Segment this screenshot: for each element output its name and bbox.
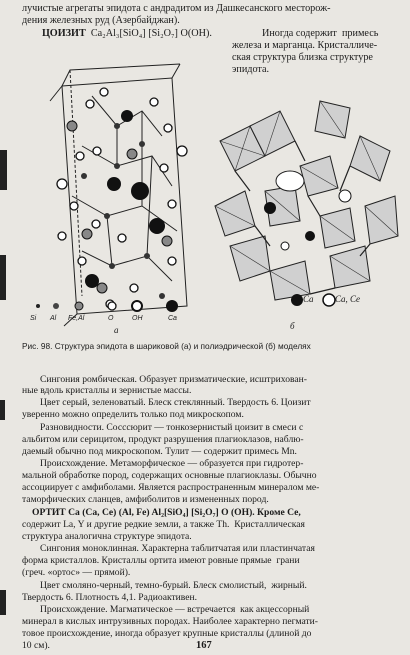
text-line: уверенно можно определить только под микроскопом. bbox=[22, 409, 244, 420]
legend-oh: OH bbox=[132, 315, 143, 322]
legend-ca-ce: Ca, Ce bbox=[335, 294, 361, 304]
mineral-formula: Ca₂Al₃[SiO₄] [Si₂O₇] O(OH). bbox=[90, 28, 212, 39]
text-line: минерал в кислых интрузивных породах. Наиболее характерно пегмати- bbox=[22, 616, 318, 627]
figure-caption: Рис. 98. Структура эпидота в шариковой (а) и полиэдрической (б) моделях bbox=[22, 341, 311, 351]
al-symbol bbox=[53, 303, 59, 309]
legend-al: Al bbox=[50, 315, 57, 322]
binding-shadow bbox=[0, 255, 6, 300]
text-line: эпидота. bbox=[232, 64, 270, 75]
panel-label-a: а bbox=[114, 325, 119, 335]
mineral-heading-ortit: ОРТИТ Ca (Ca, Ce) (Al, Fe) Al₂[SiO₄] [Si₂O₇] O (OH). Кроме Ce, bbox=[32, 507, 301, 518]
legend-ca: Ca bbox=[168, 315, 177, 322]
legend-fe-al: Fe,Al bbox=[68, 315, 85, 322]
legend-o: O bbox=[108, 315, 114, 322]
ca-symbol bbox=[166, 300, 178, 312]
text-line: Сингония моноклинная. Характерна таблитчатая или пластинчатая bbox=[40, 543, 315, 554]
polyhedral-model-figure bbox=[210, 96, 400, 301]
text-line: дения железных руд (Азербайджан). bbox=[22, 15, 180, 26]
text-line: Разновидности. Сосссюрит — тонкозернистый цоизит в смеси с bbox=[40, 422, 304, 433]
ball-legend-symbols bbox=[32, 300, 202, 312]
oh-symbol bbox=[132, 301, 142, 311]
binding-shadow bbox=[0, 590, 6, 615]
text-line: Происхождение. Магматическое — встречается как акцессорный bbox=[40, 604, 310, 615]
text-line: содержит La, Y и другие редкие земли, а также Th. Кристаллическая bbox=[22, 519, 305, 530]
text-line: Цвет смоляно-черный, темно-бурый. Блеск смолистый, жирный. bbox=[40, 580, 307, 591]
legend-si: Si bbox=[30, 315, 37, 322]
text-line: структура аналогична структуре эпидота. bbox=[22, 531, 192, 542]
si-symbol bbox=[36, 304, 40, 308]
o-symbol bbox=[108, 302, 116, 310]
text-line: альбитом или серицитом, продукт разрушения плагиоклазов, наблю- bbox=[22, 434, 304, 445]
binding-shadow bbox=[0, 150, 7, 190]
text-line: ассоциирует с амфиболами. Является распространенным минералом ме- bbox=[22, 482, 320, 493]
text-line: ные вдоль кристаллы и зернистые массы. bbox=[22, 385, 192, 396]
text-line: Цвет серый, зеленоватый. Блеск стеклянный. Твердость 6. Цоизит bbox=[40, 397, 311, 408]
text-line: Сингония ромбическая. Образует призматические, исштрихован- bbox=[40, 374, 308, 385]
mineral-heading bbox=[42, 28, 212, 40]
binding-shadow bbox=[0, 400, 5, 420]
text-line: мальной обработке пород, содержащих основные плагиоклазы. Обычно bbox=[22, 470, 317, 481]
page-number: 167 bbox=[196, 640, 212, 651]
text-line: Происхождение. Метаморфическое — образуется при гидротер- bbox=[40, 458, 304, 469]
text-line: Иногда содержит примесь bbox=[262, 28, 379, 39]
text-line: Твердость 6. Плотность 4,1. Радиоактивен. bbox=[22, 592, 198, 603]
text-line: таморфических сланцев, амфиболитов и измененных пород. bbox=[22, 494, 269, 505]
text-line: даемый обычно под микроскопом. Тулит — содержит примесь Mn. bbox=[22, 446, 297, 457]
fe-al-symbol bbox=[75, 302, 83, 310]
text-line: 10 см). bbox=[22, 640, 50, 651]
text-line: форма кристаллов. Кристаллы ортита имеют ровные прямые грани bbox=[22, 555, 300, 566]
text-line: железа и марганца. Кристалличе- bbox=[232, 40, 378, 51]
text-line: (греч. «ортос» — прямой). bbox=[22, 567, 131, 578]
mineral-name: ЦОИЗИТ bbox=[42, 28, 86, 39]
legend-ca: Ca bbox=[303, 294, 314, 304]
text-line: лучистые агрегаты эпидота с андрадитом из Дашкесанского месторож- bbox=[22, 3, 331, 14]
panel-label-b: б bbox=[290, 321, 295, 331]
ball-model-figure bbox=[22, 56, 212, 331]
text-line: товое происхождение, иногда образует крупные кристаллы (длиной до bbox=[22, 628, 312, 639]
text-line: ская структура близка структуре bbox=[232, 52, 373, 63]
